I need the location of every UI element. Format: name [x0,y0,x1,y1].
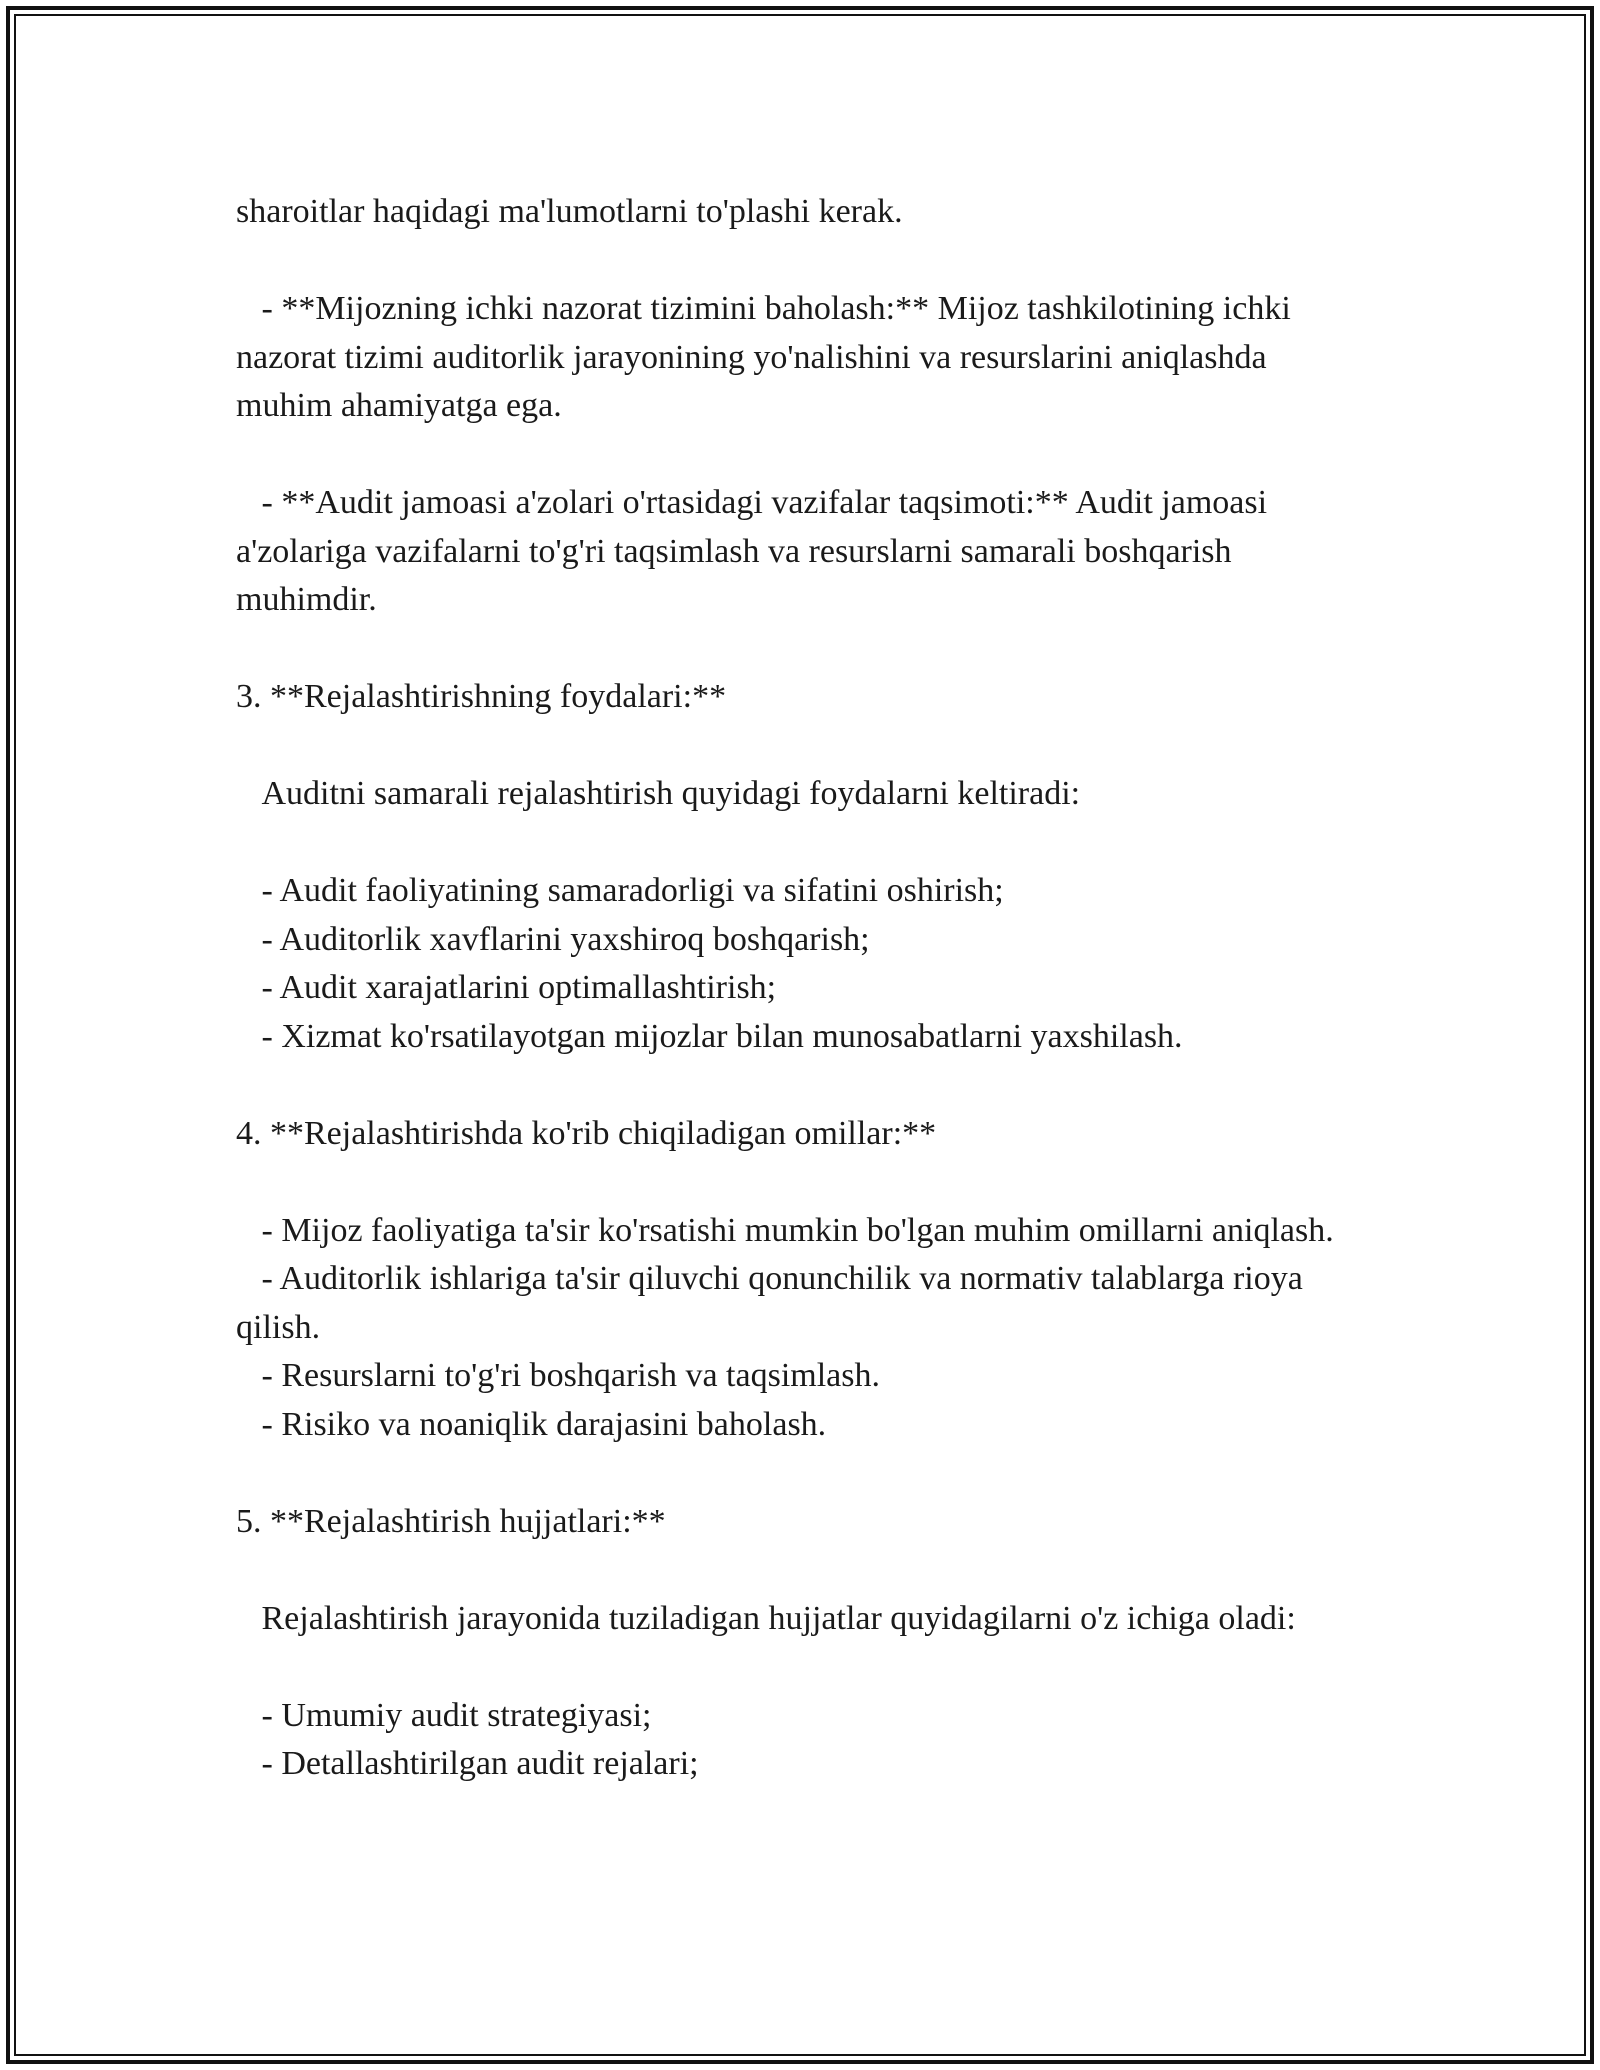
paragraph-gap [236,819,1366,868]
paragraph: - Mijoz faoliyatiga ta'sir ko'rsatishi mumkin bo'lgan muhim omillarni aniqlash. [236,1211,1334,1249]
paragraph: - **Mijozning ichki nazorat tizimini baholash:** Mijoz tashkilotining ichki nazorat tizimi auditorlik jarayonining yo'nalishini va resurslarini aniqlashda muhim ahamiyatga ega. [236,290,1300,424]
paragraph: - Detallashtirilgan audit rejalari; [236,1745,699,1782]
paragraph: Rejalashtirish jarayonida tuziladigan hujjatlar quyidagilarni o'z ichiga oladi: [236,1599,1296,1637]
paragraph: 4. **Rejalashtirishda ko'rib chiqiladigan omillar:** [236,1114,937,1152]
paragraph-gap [236,431,1366,480]
paragraph-gap [236,1061,1366,1110]
paragraph: - Xizmat ko'rsatilayotgan mijozlar bilan munosabatlarni yaxshilash. [236,1017,1183,1055]
paragraph: - Auditorlik xavflarini yaxshiroq boshqarish; [236,920,870,958]
paragraph: sharoitlar haqidagi ma'lumotlarni to'plashi kerak. [236,193,903,230]
paragraph: - Audit faoliyatining samaradorligi va sifatini oshirish; [236,872,1004,909]
paragraph-gap [236,1546,1366,1595]
paragraph: - Resurslarni to'g'ri boshqarish va taqsimlash. [236,1357,880,1394]
paragraph: - **Audit jamoasi a'zolari o'rtasidagi vazifalar taqsimoti:** Audit jamoasi a'zolariga vazifalarni to'g'ri taqsimlash va resurslarni samarali boshqarish muhimdir. [236,484,1276,618]
paragraph: 3. **Rejalashtirishning foydalari:** [236,678,727,715]
paragraph-gap [236,1158,1366,1207]
paragraph-gap [236,722,1366,771]
document-body [236,188,1366,1789]
paragraph-gap [236,1643,1366,1692]
paragraph-gap [236,625,1366,674]
paragraph: - Audit xarajatlarini optimallashtirish; [236,969,777,1006]
paragraph: - Auditorlik ishlariga ta'sir qiluvchi qonunchilik va normativ talablarga rioya qilish. [236,1260,1312,1346]
paragraph: 5. **Rejalashtirish hujjatlari:** [236,1502,666,1540]
paragraph: - Risiko va noaniqlik darajasini baholash. [236,1405,827,1443]
paragraph: - Umumiy audit strategiyasi; [236,1696,652,1734]
paragraph: Auditni samarali rejalashtirish quyidagi foydalarni keltiradi: [236,775,1081,812]
paragraph-gap [236,237,1366,286]
paragraph-gap [236,1449,1366,1498]
